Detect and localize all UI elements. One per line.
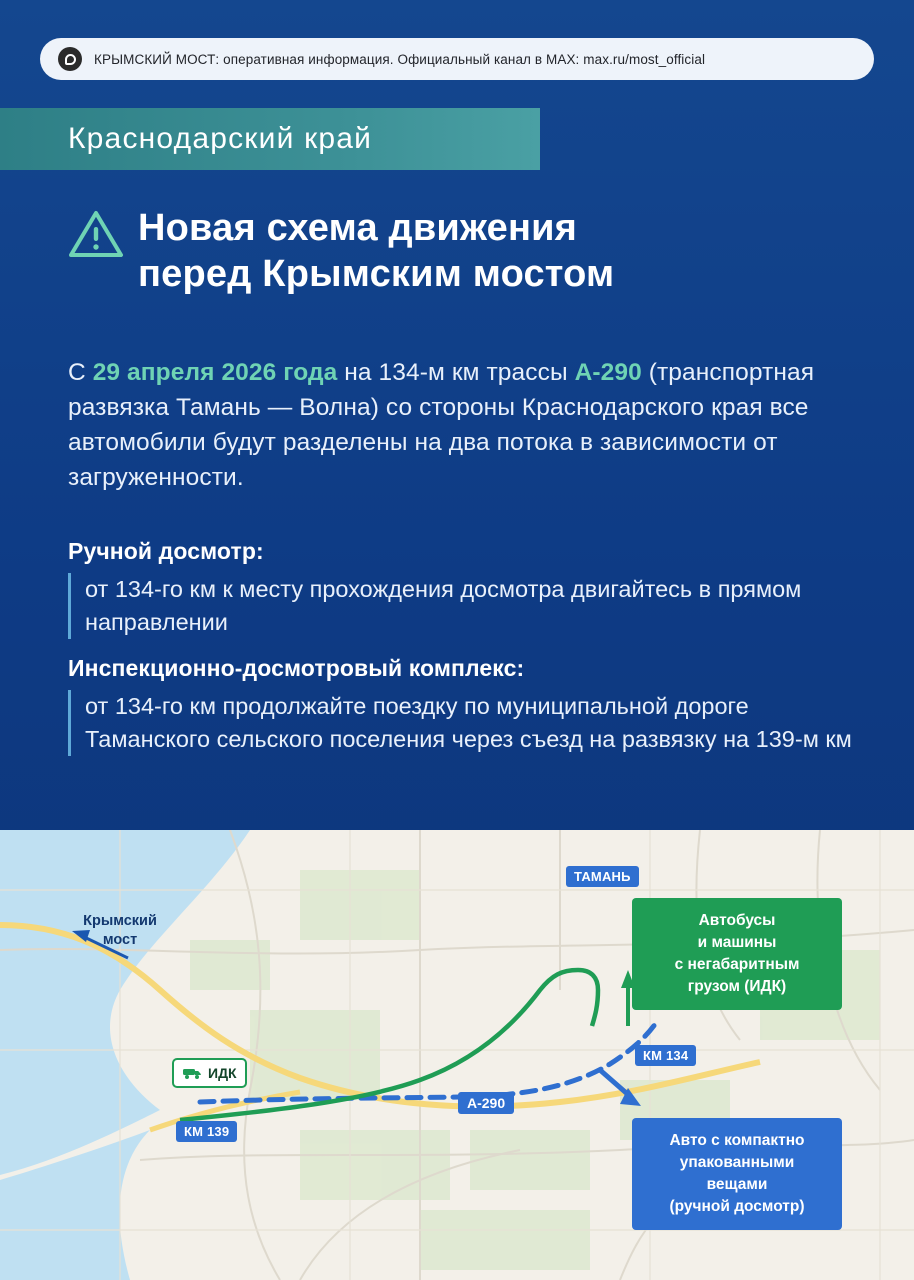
section-manual-body: от 134-го км к месту прохождения досмотра двигайтесь в прямом направлении xyxy=(68,573,868,639)
section-idk-title: Инспекционно-досмотровый комплекс: xyxy=(68,655,525,681)
section-idk xyxy=(68,655,868,756)
callout-manual-inspection xyxy=(632,1118,842,1230)
callout-green-line-1: Автобусы xyxy=(698,912,776,929)
map-label-km139: КМ 139 xyxy=(176,1121,237,1142)
callout-blue-line-4: (ручной досмотр) xyxy=(669,1198,805,1215)
map-label-bridge xyxy=(70,912,170,950)
region-tab-label: Краснодарский край xyxy=(68,122,373,155)
callout-blue-line-2: упакованными xyxy=(679,1154,795,1171)
warning-triangle-icon xyxy=(68,209,124,264)
map-label-bridge-line-2: мост xyxy=(102,932,138,948)
section-manual-title: Ручной досмотр: xyxy=(68,538,264,564)
callout-idk-vehicles xyxy=(632,898,842,1010)
callout-green-line-4: грузом (ИДК) xyxy=(687,978,787,995)
callout-blue-line-1: Авто с компактно xyxy=(669,1132,805,1149)
map-label-a290: А-290 xyxy=(458,1092,514,1114)
region-tab xyxy=(0,108,540,170)
map-idk-chip-label: ИДК xyxy=(208,1065,237,1081)
truck-scanner-icon xyxy=(182,1066,202,1080)
map-label-km134: КМ 134 xyxy=(635,1045,696,1066)
max-messenger-logo-icon xyxy=(58,47,82,71)
paragraph-date: 29 апреля 2026 года xyxy=(92,359,338,386)
paragraph-road: А-290 xyxy=(574,359,642,386)
paragraph-prefix: С xyxy=(68,359,93,386)
map-label-taman: ТАМАНЬ xyxy=(566,866,639,887)
channel-bar-text: КРЫМСКИЙ МОСТ: оперативная информация. Официальный канал в MAX: max.ru/most_official xyxy=(94,51,706,67)
section-manual-inspection xyxy=(68,538,868,639)
route-map xyxy=(0,830,914,1280)
map-idk-chip xyxy=(172,1058,247,1088)
paragraph-mid: на 134-м км трассы xyxy=(337,359,575,386)
callout-green-line-2: и машины xyxy=(697,934,777,951)
page-title-line-1: Новая схема движения xyxy=(138,207,578,249)
callout-blue-line-3: вещами xyxy=(706,1176,768,1193)
map-label-bridge-line-1: Крымский xyxy=(83,913,157,929)
paragraph-rest: (транспортная развязка Тамань — Волна) со стороны Краснодарского края все автомобили будут разделены на два потока в зависимости от загруженности. xyxy=(68,359,815,491)
section-idk-body: от 134-го км продолжайте поездку по муниципальной дороге Таманского сельского поселения через съезд на развязку на 139-м км xyxy=(68,690,868,756)
headline-block xyxy=(68,205,858,297)
intro-paragraph xyxy=(68,355,868,495)
channel-bar[interactable] xyxy=(40,38,874,80)
callout-green-line-3: с негабаритным xyxy=(674,956,800,973)
page-title-line-2: перед Крымским мостом xyxy=(138,253,615,295)
